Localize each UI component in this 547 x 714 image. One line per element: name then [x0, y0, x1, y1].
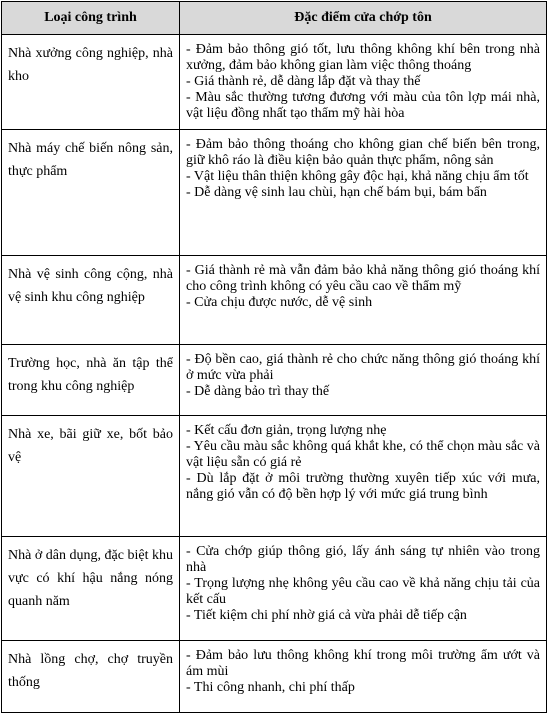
building-type-cell: Trường học, nhà ăn tập thể trong khu công nghiệp — [2, 345, 180, 416]
feature-line: - Độ bền cao, giá thành rẻ cho chức năng thông gió thoáng khí ở mức vừa phải — [186, 352, 540, 383]
building-type-cell: Nhà máy chế biến nông sản, thực phẩm — [2, 130, 180, 256]
feature-line: - Cửa chớp giúp thông gió, lấy ánh sáng tự nhiên vào trong nhà — [186, 544, 540, 575]
table-row — [2, 416, 547, 537]
features-cell — [180, 641, 547, 713]
building-shutter-table — [1, 1, 547, 713]
building-type-cell: Nhà xe, bãi giữ xe, bốt bảo vệ — [2, 416, 180, 537]
building-type-cell: Nhà ở dân dụng, đặc biệt khu vực có khí hậu nắng nóng quanh năm — [2, 537, 180, 641]
feature-line: - Đảm bảo lưu thông không khí trong môi trường ẩm ướt và ám mùi — [186, 648, 540, 679]
feature-line: - Thi công nhanh, chi phí thấp — [186, 680, 355, 695]
feature-line: - Đảm bảo thông gió tốt, lưu thông không khí bên trong nhà xưởng, đảm bảo không gian làm việc thông thoáng — [186, 42, 540, 73]
feature-line: - Dễ dàng bảo trì thay thế — [186, 384, 330, 399]
table-row — [2, 641, 547, 713]
feature-line: - Cửa chịu được nước, dễ vệ sinh — [186, 295, 373, 310]
feature-line: - Vật liệu thân thiện không gây độc hại, khả năng chịu ẩm tốt — [186, 169, 529, 184]
feature-line: - Màu sắc thường tương đương với màu của tôn lợp mái nhà, vật liệu đồng nhất tạo thẩm mỹ hài hòa — [186, 90, 540, 121]
table-row — [2, 130, 547, 256]
table-row — [2, 35, 547, 130]
feature-line: - Giá thành rẻ mà vẫn đảm bảo khả năng thông gió thoáng khí cho công trình không có yêu cầu cao về thẩm mỹ — [186, 263, 540, 294]
header-shutter-features: Đặc điểm cửa chớp tôn — [180, 2, 547, 35]
table-row — [2, 537, 547, 641]
header-building-type: Loại công trình — [2, 2, 180, 35]
building-type-cell: Nhà vệ sinh công cộng, nhà vệ sinh khu công nghiệp — [2, 256, 180, 345]
features-cell — [180, 537, 547, 641]
features-cell — [180, 345, 547, 416]
feature-line: - Đảm bảo thông thoáng cho không gian chế biến bên trong, giữ khô ráo là điều kiện bảo quản thực phẩm, nông sản — [186, 137, 540, 168]
feature-line: - Trọng lượng nhẹ không yêu cầu cao về khả năng chịu tải của kết cấu — [186, 576, 540, 607]
features-cell — [180, 35, 547, 130]
features-cell — [180, 130, 547, 256]
features-cell — [180, 416, 547, 537]
building-type-cell: Nhà lồng chợ, chợ truyền thống — [2, 641, 180, 713]
feature-line: - Dễ dàng vệ sinh lau chùi, hạn chế bám bụi, bám bẩn — [186, 185, 487, 200]
features-cell — [180, 256, 547, 345]
table-row — [2, 256, 547, 345]
building-type-cell: Nhà xưởng công nghiệp, nhà kho — [2, 35, 180, 130]
feature-line: - Giá thành rẻ, dễ dàng lắp đặt và thay thế — [186, 74, 421, 89]
feature-line: - Dù lắp đặt ở môi trường thường xuyên tiếp xúc với mưa, nắng gió vẫn có độ bền hợp lý với mức giá trung bình — [186, 471, 540, 502]
table-header-row — [2, 2, 547, 35]
feature-line: - Kết cấu đơn giản, trọng lượng nhẹ — [186, 423, 387, 438]
feature-line: - Yêu cầu màu sắc không quá khắt khe, có thể chọn màu sắc và vật liệu sẵn có giá rẻ — [186, 439, 540, 470]
table-row — [2, 345, 547, 416]
feature-line: - Tiết kiệm chi phí nhờ giá cả vừa phải dễ tiếp cận — [186, 608, 467, 623]
